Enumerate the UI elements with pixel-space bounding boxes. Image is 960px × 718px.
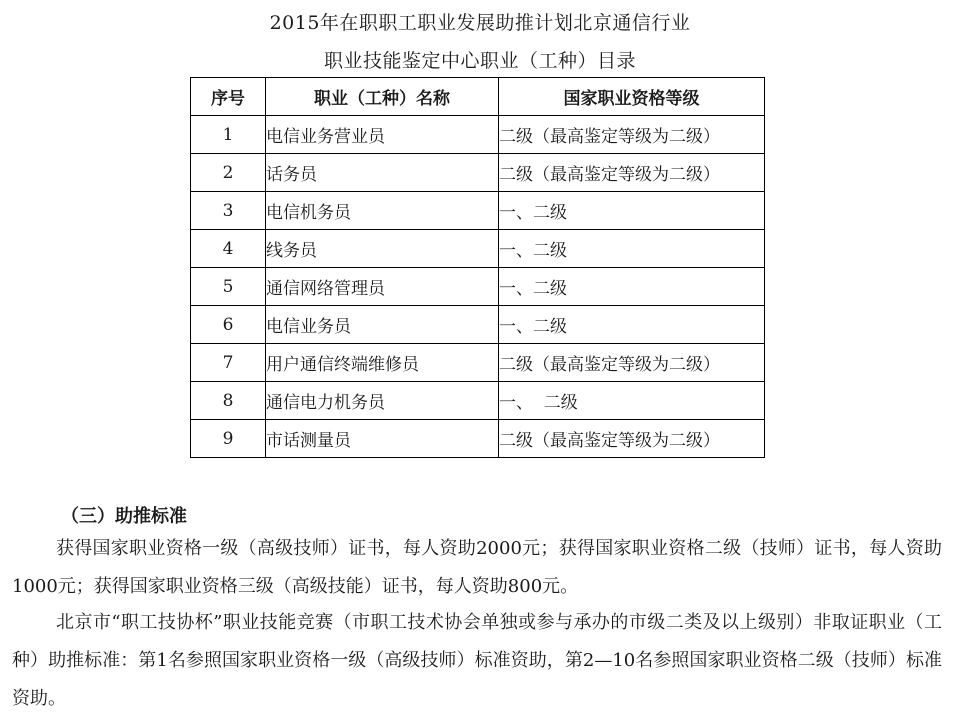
qualification-level: 一、二级	[499, 192, 765, 230]
row-number: 5	[191, 268, 266, 306]
qualification-level: 二级（最高鉴定等级为二级）	[499, 420, 765, 458]
table-row	[191, 382, 765, 420]
row-number: 4	[191, 230, 266, 268]
row-number: 6	[191, 306, 266, 344]
section-heading: （三）助推标准	[61, 506, 187, 527]
occupation-name: 电信业务员	[266, 306, 499, 344]
qualification-level: 二级（最高鉴定等级为二级）	[499, 344, 765, 382]
table-row	[191, 344, 765, 382]
qualification-level: 一、 二级	[499, 382, 765, 420]
table-header-row	[191, 78, 765, 116]
table-row	[191, 154, 765, 192]
qualification-level: 一、二级	[499, 268, 765, 306]
occupation-name: 电信机务员	[266, 192, 499, 230]
occupation-name: 市话测量员	[266, 420, 499, 458]
occupation-name: 话务员	[266, 154, 499, 192]
occupation-name: 电信业务营业员	[266, 116, 499, 154]
table-row	[191, 306, 765, 344]
row-number: 2	[191, 154, 266, 192]
occupation-name: 通信电力机务员	[266, 382, 499, 420]
paragraph-subsidy-standard: 获得国家职业资格一级（高级技师）证书，每人资助2000元；获得国家职业资格二级（技师）证书，每人资助1000元；获得国家职业资格三级（高级技能）证书，每人资助800元。	[12, 538, 942, 597]
qualification-level: 一、二级	[499, 230, 765, 268]
header-qualification-level: 国家职业资格等级	[499, 78, 765, 116]
occupation-table	[190, 77, 765, 458]
table-row	[191, 230, 765, 268]
table-row	[191, 116, 765, 154]
occupation-name: 通信网络管理员	[266, 268, 499, 306]
table-row	[191, 192, 765, 230]
row-number: 3	[191, 192, 266, 230]
paragraph-competition-standard: 北京市“职工技协杯”职业技能竞赛（市职工技术协会单独或参与承办的市级二类及以上级别）非取证职业（工种）助推标准：第1名参照国家职业资格一级（高级技师）标准资助，第2—10名参照国家职业资格二级（技师）标准资助。	[12, 612, 942, 709]
row-number: 8	[191, 382, 266, 420]
occupation-name: 用户通信终端维修员	[266, 344, 499, 382]
occupation-name: 线务员	[266, 230, 499, 268]
header-number: 序号	[191, 78, 266, 116]
table-row	[191, 420, 765, 458]
row-number: 9	[191, 420, 266, 458]
row-number: 1	[191, 116, 266, 154]
document-title-line-2: 职业技能鉴定中心职业（工种）目录	[323, 50, 636, 72]
qualification-level: 二级（最高鉴定等级为二级）	[499, 154, 765, 192]
row-number: 7	[191, 344, 266, 382]
header-occupation-name: 职业（工种）名称	[266, 78, 499, 116]
qualification-level: 二级（最高鉴定等级为二级）	[499, 116, 765, 154]
document-title-line-1: 2015年在职职工职业发展助推计划北京通信行业	[269, 12, 691, 34]
qualification-level: 一、二级	[499, 306, 765, 344]
table-row	[191, 268, 765, 306]
